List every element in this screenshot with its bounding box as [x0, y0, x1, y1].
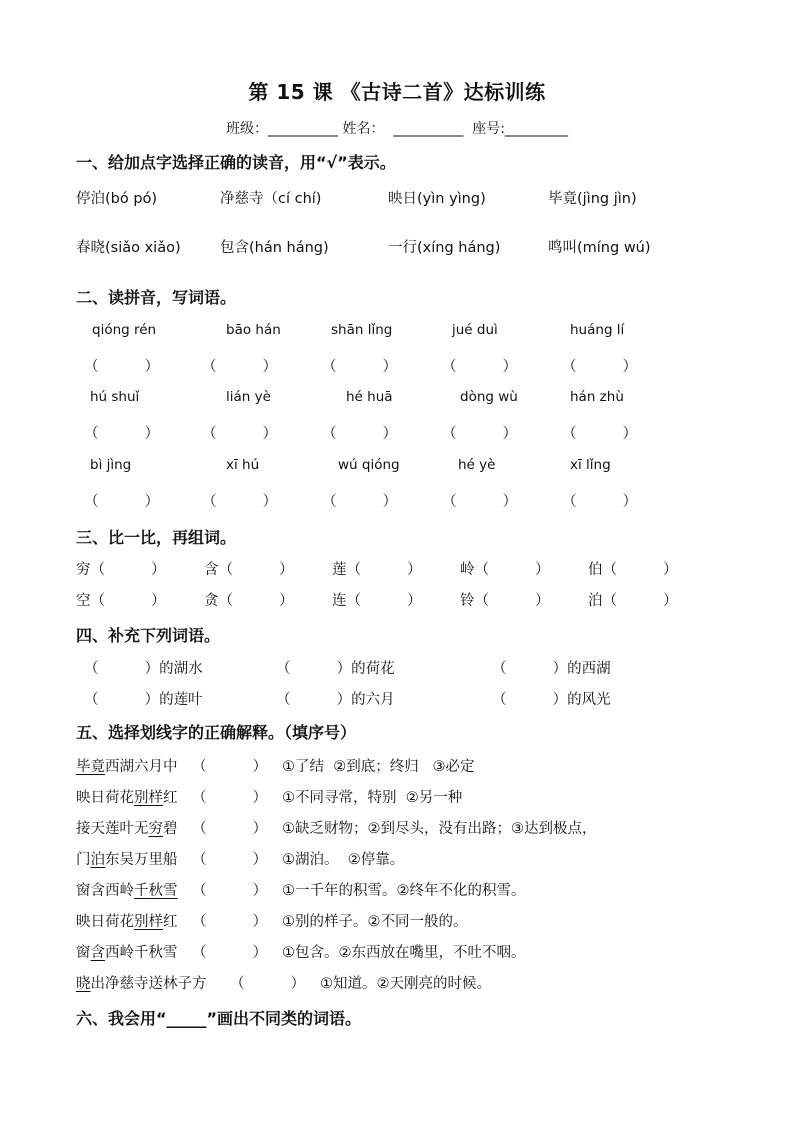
complete-item[interactable]: （ ）的湖水 — [84, 661, 203, 677]
explain-options: ①湖泊。 ②停靠。 — [282, 852, 405, 868]
underlined-word: 含 — [90, 945, 105, 961]
compare-item[interactable]: 含（ ） — [204, 562, 294, 578]
answer-blank[interactable]: （ ） — [562, 494, 638, 510]
pinyin-row-2 — [76, 389, 736, 413]
answer-blank[interactable]: （ ） — [84, 494, 160, 510]
phrase-text: 红 — [163, 914, 178, 930]
compare-row-1 — [76, 558, 736, 582]
underlined-word: 别样 — [134, 790, 163, 806]
pinyin-item: hé yè — [458, 457, 496, 473]
explain-row — [76, 817, 736, 841]
reading-item: 净慈寺（cí chí) — [220, 191, 322, 207]
complete-item[interactable]: （ ）的莲叶 — [84, 692, 203, 708]
explain-options: ①别的样子。②不同一般的。 — [282, 914, 468, 930]
phrase-text: 映日荷花 — [76, 914, 134, 930]
underlined-word: 别样 — [134, 914, 163, 930]
compare-item[interactable]: 泊（ ） — [588, 593, 678, 609]
pinyin-row-3 — [76, 457, 736, 481]
pinyin-item: hán zhù — [570, 389, 624, 405]
answer-blank[interactable]: （ ） — [192, 883, 268, 899]
answer-blank[interactable]: （ ） — [84, 426, 160, 442]
underlined-word: 毕竟 — [76, 759, 105, 775]
explain-options: ①一千年的积雪。②终年不化的积雪。 — [282, 883, 526, 899]
answer-blank[interactable]: （ ） — [192, 852, 268, 868]
explain-row — [76, 848, 736, 872]
answer-blank[interactable]: （ ） — [442, 426, 518, 442]
compare-item[interactable]: 穷（ ） — [76, 562, 166, 578]
pinyin-item: shān lǐng — [331, 322, 393, 338]
pinyin-row-1 — [76, 322, 736, 346]
reading-row-1 — [76, 187, 736, 211]
complete-item[interactable]: （ ）的风光 — [492, 692, 611, 708]
explain-phrase — [76, 879, 178, 900]
phrase-text: 窗 — [76, 945, 91, 961]
complete-row-1 — [76, 657, 736, 681]
explain-phrase — [76, 817, 178, 838]
pinyin-item: bì jìng — [90, 457, 132, 473]
answer-blank[interactable]: （ ） — [192, 945, 268, 961]
answer-blank[interactable]: （ ） — [192, 759, 268, 775]
phrase-text: 东吴万里船 — [105, 852, 178, 868]
explain-row — [76, 786, 736, 810]
explain-row — [76, 879, 736, 903]
answer-row-1 — [76, 355, 736, 379]
explain-options: ①缺乏财物；②到尽头，没有出路；③达到极点， — [282, 821, 597, 837]
compare-item[interactable]: 贪（ ） — [204, 593, 294, 609]
pinyin-item: hú shuǐ — [90, 389, 140, 405]
underlined-word: 泊 — [90, 852, 105, 868]
phrase-text: 西湖六月中 — [105, 759, 178, 775]
explain-row — [76, 910, 736, 934]
phrase-text: 出净慈寺送林子方 — [90, 976, 207, 992]
pinyin-item: wú qióng — [338, 457, 400, 473]
phrase-text: 窗含西岭 — [76, 883, 134, 899]
compare-item[interactable]: 铃（ ） — [460, 593, 550, 609]
reading-item: 毕竟(jìng jìn) — [548, 191, 637, 207]
compare-item[interactable]: 莲（ ） — [332, 562, 422, 578]
section-6-heading: 六、我会用“_____”画出不同类的词语。 — [76, 1009, 362, 1028]
complete-item[interactable]: （ ）的荷花 — [276, 661, 395, 677]
complete-row-2 — [76, 688, 736, 712]
answer-blank[interactable]: （ ） — [230, 976, 306, 992]
pinyin-item: bāo hán — [226, 322, 281, 338]
explain-options: ①了结 ②到底；终归 ③必定 — [282, 759, 475, 775]
section-1-heading: 一、给加点字选择正确的读音，用“√”表示。 — [76, 153, 396, 172]
phrase-text: 西岭千秋雪 — [105, 945, 178, 961]
phrase-text: 红 — [163, 790, 178, 806]
answer-blank[interactable]: （ ） — [322, 359, 398, 375]
explain-phrase — [76, 910, 178, 931]
phrase-text: 门 — [76, 852, 91, 868]
compare-item[interactable]: 岭（ ） — [460, 562, 550, 578]
pinyin-item: qióng rén — [92, 322, 157, 338]
answer-blank[interactable]: （ ） — [84, 359, 160, 375]
explain-row — [76, 755, 736, 779]
reading-item: 鸣叫(míng wú) — [548, 240, 651, 256]
phrase-text: 接天莲叶无 — [76, 821, 149, 837]
explain-options: ①包含。②东西放在嘴里，不吐不咽。 — [282, 945, 526, 961]
reading-item: 一行(xíng háng) — [388, 240, 501, 256]
complete-item[interactable]: （ ）的六月 — [276, 692, 395, 708]
compare-item[interactable]: 连（ ） — [332, 593, 422, 609]
answer-blank[interactable]: （ ） — [442, 359, 518, 375]
answer-blank[interactable]: （ ） — [322, 426, 398, 442]
underlined-word: 穷 — [148, 821, 163, 837]
pinyin-item: xī hú — [226, 457, 260, 473]
section-5-heading: 五、选择划线字的正确解释。（填序号） — [76, 723, 357, 742]
compare-item[interactable]: 空（ ） — [76, 593, 166, 609]
pinyin-item: lián yè — [226, 389, 271, 405]
answer-blank[interactable]: （ ） — [202, 359, 278, 375]
answer-row-3 — [76, 490, 736, 514]
answer-blank[interactable]: （ ） — [192, 790, 268, 806]
underlined-word: 千秋雪 — [134, 883, 178, 899]
answer-blank[interactable]: （ ） — [322, 494, 398, 510]
answer-blank[interactable]: （ ） — [202, 426, 278, 442]
complete-item[interactable]: （ ）的西湖 — [492, 661, 611, 677]
explain-phrase — [76, 755, 178, 776]
compare-row-2 — [76, 589, 736, 613]
section-2-heading: 二、读拼音，写词语。 — [76, 288, 237, 307]
pinyin-item: huáng lí — [570, 322, 625, 338]
section-4-heading: 四、补充下列词语。 — [76, 626, 221, 645]
student-info-line: 班级：__________ 姓名： __________ 座号:_________ — [226, 121, 568, 137]
explain-row — [76, 972, 736, 996]
compare-item[interactable]: 伯（ ） — [588, 562, 678, 578]
pinyin-item: jué duì — [452, 322, 498, 338]
explain-phrase — [76, 786, 178, 807]
section-3-heading: 三、比一比，再组词。 — [76, 528, 237, 547]
pinyin-item: dòng wù — [460, 389, 518, 405]
reading-item: 停泊(bó pó) — [76, 191, 158, 207]
answer-blank[interactable]: （ ） — [192, 821, 268, 837]
reading-item: 包含(hán háng) — [220, 240, 329, 256]
pinyin-item: hé huā — [346, 389, 393, 405]
explain-options: ①知道。②天刚亮的时候。 — [320, 976, 491, 992]
page-title: 第 15 课 《古诗二首》达标训练 — [248, 80, 546, 104]
answer-blank[interactable]: （ ） — [562, 426, 638, 442]
pinyin-item: xī lǐng — [570, 457, 611, 473]
answer-blank[interactable]: （ ） — [562, 359, 638, 375]
answer-blank[interactable]: （ ） — [192, 914, 268, 930]
reading-item: 春晓(siǎo xiǎo) — [76, 240, 181, 256]
explain-phrase — [76, 848, 178, 869]
reading-item: 映日(yìn yìng) — [388, 191, 486, 207]
answer-blank[interactable]: （ ） — [442, 494, 518, 510]
explain-row — [76, 941, 736, 965]
answer-row-2 — [76, 422, 736, 446]
explain-phrase — [76, 941, 178, 962]
phrase-text: 碧 — [163, 821, 178, 837]
explain-phrase — [76, 972, 207, 993]
phrase-text: 映日荷花 — [76, 790, 134, 806]
reading-row-2 — [76, 236, 736, 260]
answer-blank[interactable]: （ ） — [202, 494, 278, 510]
explain-options: ①不同寻常，特别 ②另一种 — [282, 790, 463, 806]
underlined-word: 晓 — [76, 976, 91, 992]
